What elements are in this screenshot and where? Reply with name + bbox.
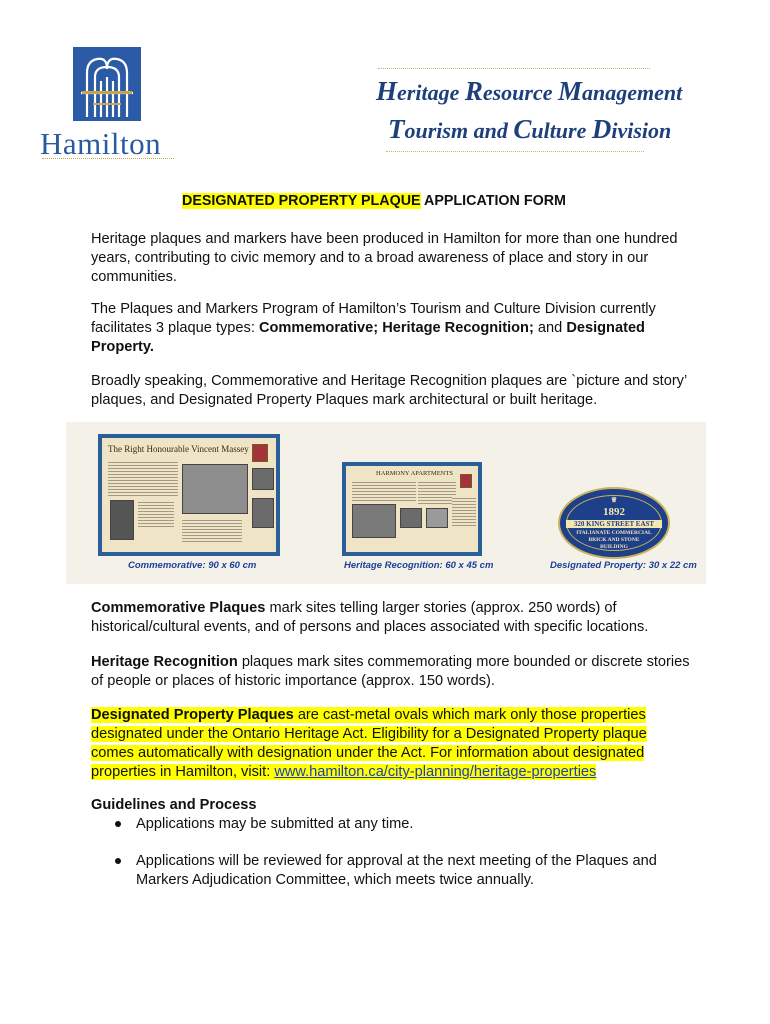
plaque-line3: BUILDING [600,544,628,550]
commemorative-caption: Commemorative: 90 x 60 cm [128,560,257,571]
guideline-item: Applications may be submitted at any time. [136,816,414,832]
bullet-icon [115,858,121,864]
broad-paragraph: Broadly speaking, Commemorative and Heritage Recognition plaques are `picture and story’ plaques, and Designated Property Plaques mark architectural or built heritage. [91,373,687,408]
commemorative-plaque-heading: The Right Honourable Vincent Massey [108,444,249,454]
heritage-caption: Heritage Recognition: 60 x 45 cm [344,560,494,571]
commemorative-paragraph: Commemorative Plaques mark sites telling larger stories (approx. 250 words) of historical/cultural events, and of persons and places associated with specific locations. [91,600,649,635]
crest-icon [460,474,472,488]
designated-caption: Designated Property: 30 x 22 cm [550,560,697,571]
plaque-year: 1892 [603,506,625,518]
crest-icon: ♕ [610,496,618,504]
plaque-address: 320 KING STREET EAST [566,520,662,528]
logo-wordmark: Hamilton [40,126,162,161]
header-rule-top [378,68,650,69]
header-title-line2: Tourism and Culture Division [388,114,672,144]
intro-paragraph: Heritage plaques and markers have been produced in Hamilton for more than one hundred years, contributing to civic memory and to a broad awareness of place and story in our communities. [91,231,678,285]
heritage-plaque-heading: HARMONY APARTMENTS [376,470,453,477]
designated-property-plaque-image [558,487,670,559]
hamilton-logo [40,42,180,162]
crest-icon [252,444,268,462]
form-title: DESIGNATED PROPERTY PLAQUE APPLICATION FORM [182,193,566,209]
heritage-properties-link[interactable]: www.hamilton.ca/city-planning/heritage-properties [274,764,597,780]
plaque-types-paragraph: The Plaques and Markers Program of Hamilton’s Tourism and Culture Division currently facilitates 3 plaque types: Commemorative; Heritage Recognition; and Designated Property. [91,301,656,355]
commemorative-plaque-image [98,434,280,556]
hamilton-bridge-icon [73,47,141,121]
logo-underline [42,158,174,159]
plaque-line1: ITALIANATE COMMERCIAL [576,530,652,536]
heritage-recognition-plaque-image [342,462,482,556]
heritage-recognition-paragraph: Heritage Recognition plaques mark sites commemorating more bounded or discrete stories of people or places of historic importance (approx. 150 words). [91,654,690,689]
guidelines-heading: Guidelines and Process [91,797,257,813]
designated-property-paragraph: Designated Property Plaques are cast-metal ovals which mark only those properties designated under the Ontario Heritage Act. Eligibility for a Designated Property plaque comes automatically with designation under the Act. For information about designated properties in Hamilton, visit: www.hamilton.ca/city-planning/heritage-properties [91,707,647,780]
guideline-item: Applications will be reviewed for approval at the next meeting of the Plaques and Markers Adjudication Committee, which meets twice annually. [136,853,657,888]
bullet-icon [115,821,121,827]
plaque-line2: BRICK AND STONE [588,537,640,543]
header-title-line1: Heritage Resource Management [376,76,683,106]
header-rule-bottom [386,151,644,152]
